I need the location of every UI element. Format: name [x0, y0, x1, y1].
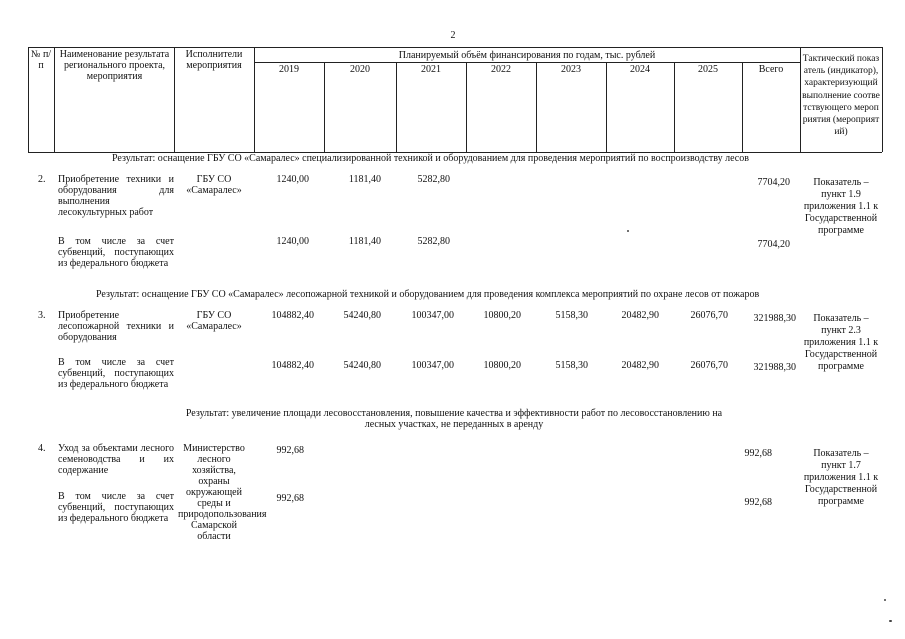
subvalue-2023: 5158,30: [555, 360, 588, 371]
section-2-result: Результат: оснащение ГБУ СО «Самаралес» специализированной техникой и оборудованием для проведения мероприятий по воспроизводству лесов: [112, 153, 749, 164]
row-name: Уход за объектами лесного семеноводства и их содержание: [58, 443, 174, 476]
header-col-num: № п/п: [30, 49, 52, 71]
row-executor: ГБУ СО «Самаралес»: [186, 310, 242, 332]
value-2019: 1240,00: [276, 174, 309, 185]
header-year-2020: 2020: [350, 64, 370, 75]
row-number: 3.: [38, 310, 46, 321]
value-2024: 20482,90: [621, 310, 659, 321]
value-total: 321988,30: [753, 313, 796, 324]
row-number: 2.: [38, 174, 46, 185]
subvalue-2021: 100347,00: [411, 360, 454, 371]
page-number: 2: [450, 30, 456, 41]
subvalue-2019: 104882,40: [271, 360, 314, 371]
subvalue-2019: 1240,00: [276, 236, 309, 247]
subvalue-2019: 992,68: [276, 493, 304, 504]
value-2019: 992,68: [276, 445, 304, 456]
header-col-executor: Исполнители мероприятия: [185, 49, 243, 71]
header-year-2023: 2023: [561, 64, 581, 75]
subrow-name: В том числе за счет субвенций, поступающих из федерального бюджета: [58, 357, 174, 390]
value-2022: 10800,20: [483, 310, 521, 321]
subvalue-2021: 5282,80: [417, 236, 450, 247]
row-indicator: Показатель – пункт 1.7 приложения 1.1 к Государственной программе: [803, 448, 879, 507]
subvalue-2024: 20482,90: [621, 360, 659, 371]
value-2019: 104882,40: [271, 310, 314, 321]
header-col-name: Наименование результата регионального проекта, мероприятия: [59, 49, 170, 82]
row-executor: ГБУ СО «Самаралес»: [186, 174, 242, 196]
value-2020: 54240,80: [343, 310, 381, 321]
section-4-result: Результат: увеличение площади лесовосстановления, повышение качества и эффективности работ по лесовосстановлению на лесных участках, не переданных в аренду: [185, 408, 723, 430]
row-name: Приобретение лесопожарной техники и оборудования: [58, 310, 174, 343]
scan-speck: [627, 230, 629, 232]
header-year-2022: 2022: [491, 64, 511, 75]
section-3-result: Результат: оснащение ГБУ СО «Самаралес» лесопожарной техникой и оборудованием для проведения комплекса мероприятий по охране лесов от пожаров: [96, 289, 760, 300]
row-executor: Министерство лесного хозяйства, охраны окружающей среды и природопользования Самарской области: [178, 443, 267, 542]
row-name: Приобретение техники и оборудования для выполнения лесокультурных работ: [58, 174, 174, 218]
header-col-funding: Планируемый объём финансирования по годам, тыс. рублей: [398, 50, 656, 61]
scan-speck: [884, 599, 886, 601]
value-2023: 5158,30: [555, 310, 588, 321]
subrow-name: В том числе за счет субвенций, поступающих из федерального бюджета: [58, 491, 174, 524]
subrow-name: В том числе за счет субвенций, поступающих из федерального бюджета: [58, 236, 174, 269]
subvalue-2020: 1181,40: [348, 236, 381, 247]
subvalue-2020: 54240,80: [343, 360, 381, 371]
header-year-2021: 2021: [421, 64, 441, 75]
header-year-2025: 2025: [698, 64, 718, 75]
subvalue-2022: 10800,20: [483, 360, 521, 371]
header-total: Всего: [758, 64, 784, 75]
subvalue-total: 7704,20: [757, 239, 790, 250]
row-indicator: Показатель – пункт 1.9 приложения 1.1 к Государственной программе: [803, 177, 879, 236]
value-2021: 100347,00: [411, 310, 454, 321]
subvalue-total: 992,68: [744, 497, 772, 508]
row-number: 4.: [38, 443, 46, 454]
value-2025: 26076,70: [690, 310, 728, 321]
value-2020: 1181,40: [348, 174, 381, 185]
value-total: 7704,20: [757, 177, 790, 188]
value-2021: 5282,80: [417, 174, 450, 185]
row-indicator: Показатель – пункт 2.3 приложения 1.1 к Государственной программе: [803, 313, 879, 372]
header-year-2019: 2019: [279, 64, 299, 75]
header-col-indicator: Тактический показатель (индикатор), характеризующий выполнение соответствующего мероприятия (мероприятий): [802, 54, 880, 138]
subvalue-2025: 26076,70: [690, 360, 728, 371]
header-year-2024: 2024: [630, 64, 650, 75]
value-total: 992,68: [744, 448, 772, 459]
scan-speck: [889, 620, 892, 622]
subvalue-total: 321988,30: [753, 362, 796, 373]
